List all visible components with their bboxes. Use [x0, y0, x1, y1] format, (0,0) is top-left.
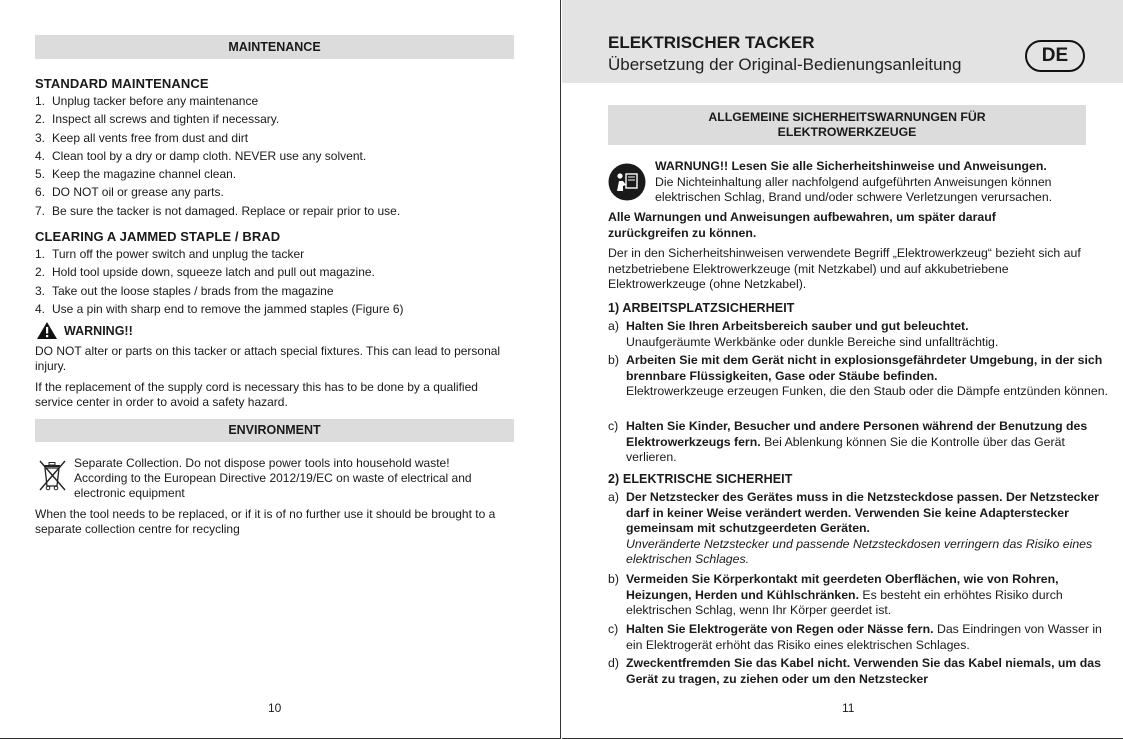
- page-number-left: 10: [268, 701, 282, 715]
- warning-paragraph-1: DO NOT alter or parts on this tacker or attach special fixtures. This can lead to personal injury.: [35, 344, 501, 373]
- bar-line-1: ALLGEMEINE SICHERHEITSWARNUNGEN FÜR: [708, 110, 986, 124]
- maintenance-bar: MAINTENANCE: [35, 35, 514, 59]
- page-number-right: 11: [842, 701, 855, 715]
- section-2-heading: 2) ELEKTRISCHE SICHERHEIT: [608, 472, 793, 486]
- standard-maintenance-list: [35, 92, 535, 220]
- term-definition: Der in den Sicherheitshinweisen verwendete Begriff „Elektrowerkzeug“ bezieht sich auf netzbetriebene Elektrowerkzeuge (mit Netzkabel) und auf akkubetriebene Elektrowerkzeuge (ohne Netzkabel).: [608, 246, 1081, 291]
- section-2b: b) Vermeiden Sie Körperkontakt mit geerdeten Oberflächen, wie von Rohren, Heizungen, Herden und Kühlschränken. Es besteht ein erhöhtes Risiko durch elektrischen Schlag, wenn Ihr Körper geerdet ist.: [608, 572, 1063, 617]
- list-item: 7. Be sure the tacker is not damaged. Replace or repair prior to use.: [35, 203, 401, 218]
- section-2d: d) Zweckentfremden Sie das Kabel nicht. Verwenden Sie das Kabel niemals, um das Gerät zu tragen, zu ziehen oder um den Netzstecker: [608, 656, 1101, 686]
- section-2c: c) Halten Sie Elektrogeräte von Regen oder Nässe fern. Das Eindringen von Wasser in ein Elektrogerät erhöht das Risiko eines elektrischen Schlages.: [608, 622, 1102, 652]
- clearing-jam-heading: CLEARING A JAMMED STAPLE / BRAD: [35, 229, 281, 244]
- bar-line-2: ELEKTROWERKZEUGE: [777, 125, 917, 139]
- environment-paragraph-2: When the tool needs to be replaced, or if it is of no further use it should be brought to a separate collection centre for recycling: [35, 507, 496, 536]
- list-item: 3. Keep all vents free from dust and dirt: [35, 130, 249, 145]
- list-item: 1. Turn off the power switch and unplug the tacker: [35, 247, 305, 261]
- warning-label: WARNING!!: [64, 323, 133, 338]
- section-1-heading: 1) ARBEITSPLATZSICHERHEIT: [608, 301, 795, 315]
- list-item: 2. Hold tool upside down, squeeze latch and pull out magazine.: [35, 265, 375, 280]
- safety-warnings-bar: [608, 105, 1086, 145]
- page-title: ELEKTRISCHER TACKER: [608, 33, 815, 52]
- warning-heading: WARNUNG!! Lesen Sie alle Sicherheitshinweise und Anweisungen.: [655, 159, 1047, 173]
- right-page: [562, 0, 1123, 739]
- left-page: [0, 0, 561, 739]
- list-item: 4. Clean tool by a dry or damp cloth. NEVER use any solvent.: [35, 148, 367, 163]
- warning-intro: [655, 159, 1095, 206]
- environment-text: Separate Collection. Do not dispose power tools into household waste! According to the European Directive 2012/19/EC on waste of electrical and electronic equipment: [74, 456, 472, 500]
- clearing-jam-list: [35, 245, 535, 318]
- list-item: 1. Unplug tacker before any maintenance: [35, 94, 259, 108]
- standard-maintenance-heading: STANDARD MAINTENANCE: [35, 76, 209, 91]
- list-item: 3. Take out the loose staples / brads from the magazine: [35, 283, 334, 298]
- warning-paragraph-2: If the replacement of the supply cord is necessary this has to be done by a qualified service center in order to avoid a safety hazard.: [35, 380, 478, 409]
- section-1b: b) Arbeiten Sie mit dem Gerät nicht in explosionsgefährdeter Umgebung, in der sich brennbare Flüssigkeiten, Gase oder Stäube befinden. Elektrowerkzeuge erzeugen Funken, die den Staub oder die Dämpfe entzünden können.: [608, 353, 1108, 398]
- read-manual-icon: [608, 163, 646, 201]
- list-item: 2. Inspect all screws and tighten if necessary.: [35, 112, 280, 127]
- section-2a: a) Der Netzstecker des Gerätes muss in die Netzsteckdose passen. Der Netzstecker darf in keiner Weise verändert werden. Verwenden Sie keine Adapterstecker gemeinsam mit schutzgeerdeten Geräten. Unveränderte Netzstecker und passende Netzsteckdosen verringern das Risiko eines elektrischen Schlages.: [608, 490, 1099, 566]
- crossed-bin-icon: [35, 458, 69, 492]
- section-1a: a) Halten Sie Ihren Arbeitsbereich sauber und gut beleuchtet. Unaufgeräumte Werkbänke oder dunkle Bereiche sind unfallträchtig.: [608, 319, 999, 349]
- environment-bar: ENVIRONMENT: [35, 419, 514, 442]
- warning-line: [36, 321, 133, 340]
- section-1c: c) Halten Sie Kinder, Besucher und andere Personen während der Benutzung des Elektrowerkzeugs fern. Bei Ablenkung können Sie die Kontrolle über das Gerät verlieren.: [608, 419, 1088, 464]
- warning-text: Die Nichteinhaltung aller nachfolgend aufgeführten Anweisungen können elektrischen Schlag, Brand und/oder schwere Verletzungen verursachen.: [655, 174, 1053, 204]
- language-badge: DE: [1025, 40, 1085, 72]
- list-item: 5. Keep the magazine channel clean.: [35, 167, 237, 182]
- list-item: 4. Use a pin with sharp end to remove the jammed staples (Figure 6): [35, 301, 404, 316]
- page-subtitle: Übersetzung der Original-Bedienungsanleitung: [608, 55, 962, 74]
- keep-instructions: Alle Warnungen und Anweisungen aufbewahren, um später darauf zurückgreifen zu können.: [608, 210, 996, 240]
- list-item: 6. DO NOT oil or grease any parts.: [35, 185, 224, 200]
- warning-triangle-icon: [36, 321, 58, 340]
